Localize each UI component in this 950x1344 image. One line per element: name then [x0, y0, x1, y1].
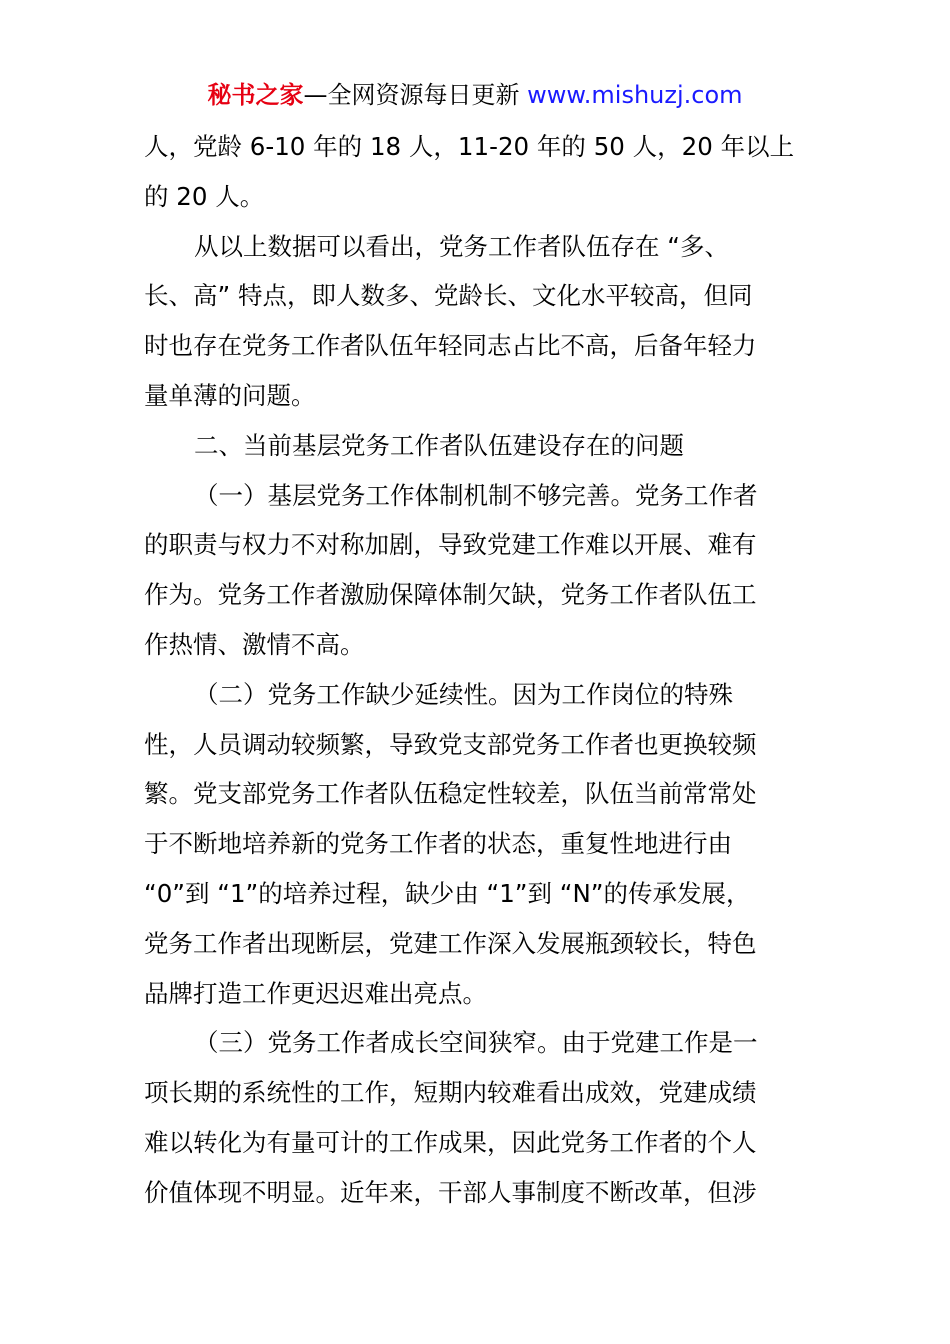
site-header	[0, 78, 950, 112]
text-line: 于不断地培养新的党务工作者的状态，重复性地进行由	[144, 829, 732, 859]
text-line: 作为。党务工作者激励保障体制欠缺，党务工作者队伍工	[144, 580, 757, 610]
text-line: 项长期的系统性的工作，短期内较难看出成效，党建成绩	[144, 1078, 757, 1108]
text-line: 难以转化为有量可计的工作成果，因此党务工作者的个人	[144, 1127, 757, 1157]
text-line: “0”到 “1”的培养过程，缺少由 “1”到 “N”的传承发展，	[144, 878, 751, 908]
text-line: 价值体现不明显。近年来，干部人事制度不断改革，但涉	[144, 1177, 757, 1207]
text-line: 时也存在党务工作者队伍年轻同志占比不高，后备年轻力	[144, 331, 757, 361]
text-line: 性，人员调动较频繁，导致党支部党务工作者也更换较频	[144, 729, 757, 759]
text-line: 党务工作者出现断层，党建工作深入发展瓶颈较长，特色	[144, 928, 757, 958]
paragraph-start-line: （三）党务工作者成长空间狭窄。由于党建工作是一	[194, 1028, 758, 1058]
section-heading: 二、当前基层党务工作者队伍建设存在的问题	[194, 430, 684, 460]
site-url[interactable]: www.mishuzj.com	[527, 81, 743, 109]
text-line: 量单薄的问题。	[144, 380, 316, 410]
text-line: 的 20 人。	[144, 181, 265, 211]
paragraph-start-line: 从以上数据可以看出，党务工作者队伍存在 “多、	[194, 231, 729, 261]
brand-name: 秘书之家	[207, 81, 304, 109]
text-line: 的职责与权力不对称加剧，导致党建工作难以开展、难有	[144, 530, 757, 560]
text-line: 人，党龄 6-10 年的 18 人，11-20 年的 50 人，20 年以上	[144, 132, 795, 161]
header-tagline: —全网资源每日更新	[303, 81, 528, 109]
text-line: 作热情、激情不高。	[144, 629, 365, 659]
document-body	[144, 122, 808, 1218]
paragraph-start-line: （一）基层党务工作体制机制不够完善。党务工作者	[194, 480, 758, 510]
paragraph-start-line: （二）党务工作缺少延续性。因为工作岗位的特殊	[194, 679, 733, 709]
text-line: 繁。党支部党务工作者队伍稳定性较差，队伍当前常常处	[144, 779, 757, 809]
text-line: 长、高” 特点，即人数多、党龄长、文化水平较高，但同	[144, 281, 753, 311]
text-line: 品牌打造工作更迟迟难出亮点。	[144, 978, 487, 1008]
